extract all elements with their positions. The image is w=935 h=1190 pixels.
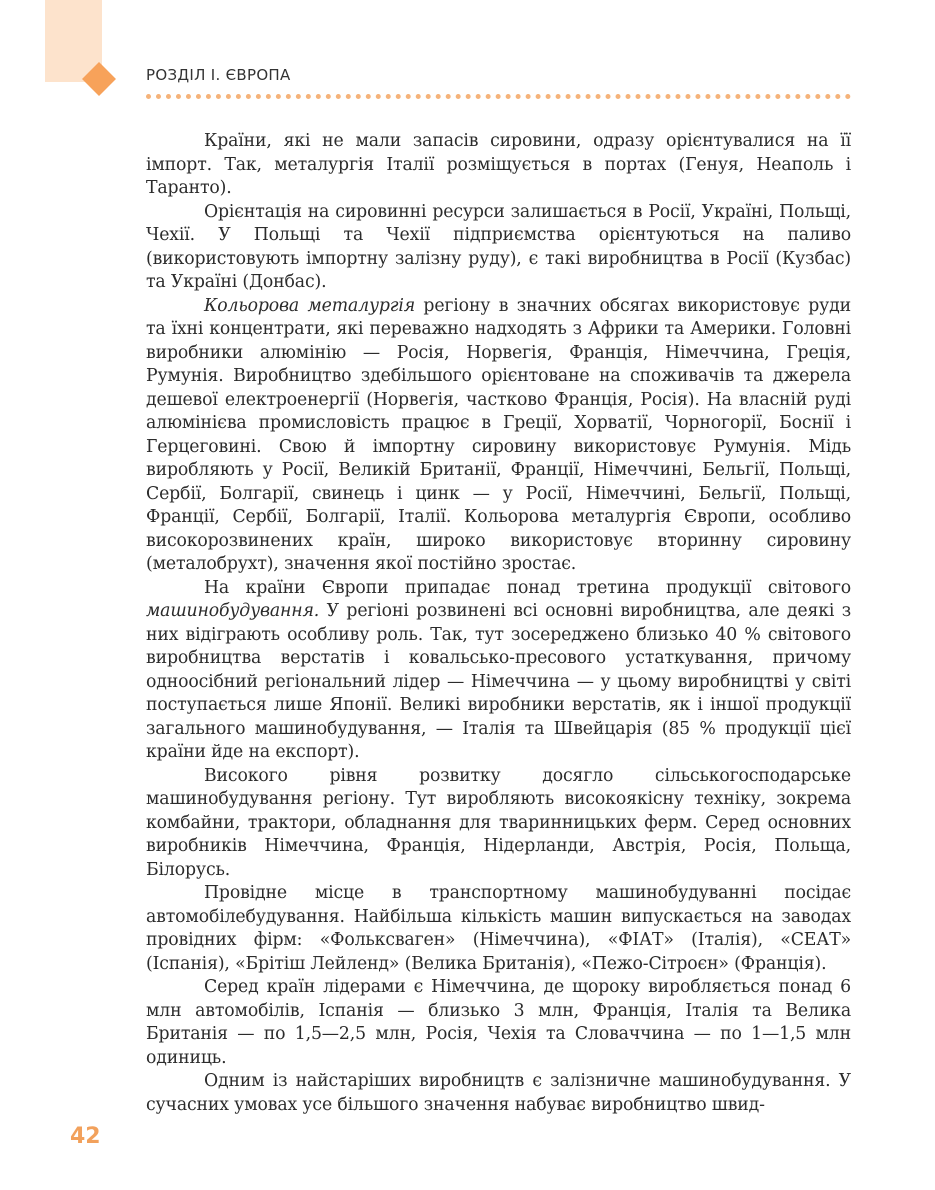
paragraph [146,295,851,577]
header-dotted-rule [146,94,851,99]
paragraph: Одним із найстаріших виробництв є залізничне машинобудування. У сучасних умовах усе більшого значення набуває виробництво швид- [146,1071,851,1115]
paragraph-text: регіону в значних обсягах використовує руди та їхні концентрати, які переважно надходять з Африки та Америки. Головні виробники алюмінію — Росія, Норвегія, Франція, Німеччина, Греція, Румунія. Виробництво здебільшого орієнтоване на споживачів та джерела дешевої електроенергії (Норвегія, частково Франція, Росія). На власній руді алюмінієва промисловість працює в Греції, Хорватії, Чорногорії, Боснії і Герцеговині. Свою й імпортну сировину використовує Румунія. Мідь виробляють у Росії, Великій Британії, Франції, Німеччині, Бельгії, Польщі, Сербії, Болгарії, свинець і цинк — у Росії, Німеччині, Бельгії, Польщі, Франції, Сербії, Болгарії, Італії. Кольорова металургія Європи, особливо високорозвинених країн, широко використовує вторинну сировину (металобрухт), значення якої постійно зростає. [146,295,851,574]
paragraph: Орієнтація на сировинні ресурси залишається в Росії, Україні, Польщі, Чехії. У Польщі та Чехії підприємства орієнтуються на паливо (використовують імпортну залізну руду), є такі виробництва в Росії (Кузбас) та Україні (Донбас). [146,201,851,292]
emphasis-term: машинобудування. [146,601,320,621]
paragraph [146,577,851,765]
body-text [146,130,851,1117]
page-number: 42 [70,1124,101,1149]
section-title: РОЗДІЛ І. ЄВРОПА [146,66,291,84]
paragraph-text: У регіоні розвинені всі основні виробництва, але деякі з них відіграють особливу роль. Так, тут зосереджено близько 40 % світового виробництва верстатів і ковальсько-пресового устаткування, причому одноосібний регіональний лідер — Німеччина — у цьому виробництві у світі поступається лише Японії. Великі виробники верстатів, як і іншої продукції загального машинобудування, — Італія та Швейцарія (85 % продукції цієї країни йде на експорт). [146,601,851,762]
emphasis-term: Кольорова металургія [204,295,416,316]
paragraph: Країни, які не мали запасів сировини, одразу орієнтувалися на її імпорт. Так, металургія Італії розміщується в портах (Генуя, Неаполь і Таранто). [146,131,851,198]
paragraph-text: На країни Європи припадає понад третина продукції світового [204,577,851,598]
paragraph: Високого рівня розвитку досягло сільськогосподарське машинобудування регіону. Тут виробляють високоякісну техніку, зокрема комбайни, трактори, обладнання для тваринницьких ферм. Серед основних виробників Німеччина, Франція, Нідерланди, Австрія, Росія, Польща, Білорусь. [146,765,851,880]
paragraph: Серед країн лідерами є Німеччина, де щороку виробляється понад 6 млн автомобілів, Іспанія — близько 3 млн, Франція, Італія та Велика Британія — по 1,5—2,5 млн, Росія, Чехія та Словаччина — по 1—1,5 млн одиниць. [146,977,851,1068]
paragraph: Провідне місце в транспортному машинобудуванні посідає автомобілебудування. Найбільша кількість машин випускається на заводах провідних фірм: «Фольксваген» (Німеччина), «ФІАТ» (Італія), «СЕАТ» (Іспанія), «Брітіш Лейленд» (Велика Британія), «Пежо-Сітроєн» (Франція). [146,883,851,974]
